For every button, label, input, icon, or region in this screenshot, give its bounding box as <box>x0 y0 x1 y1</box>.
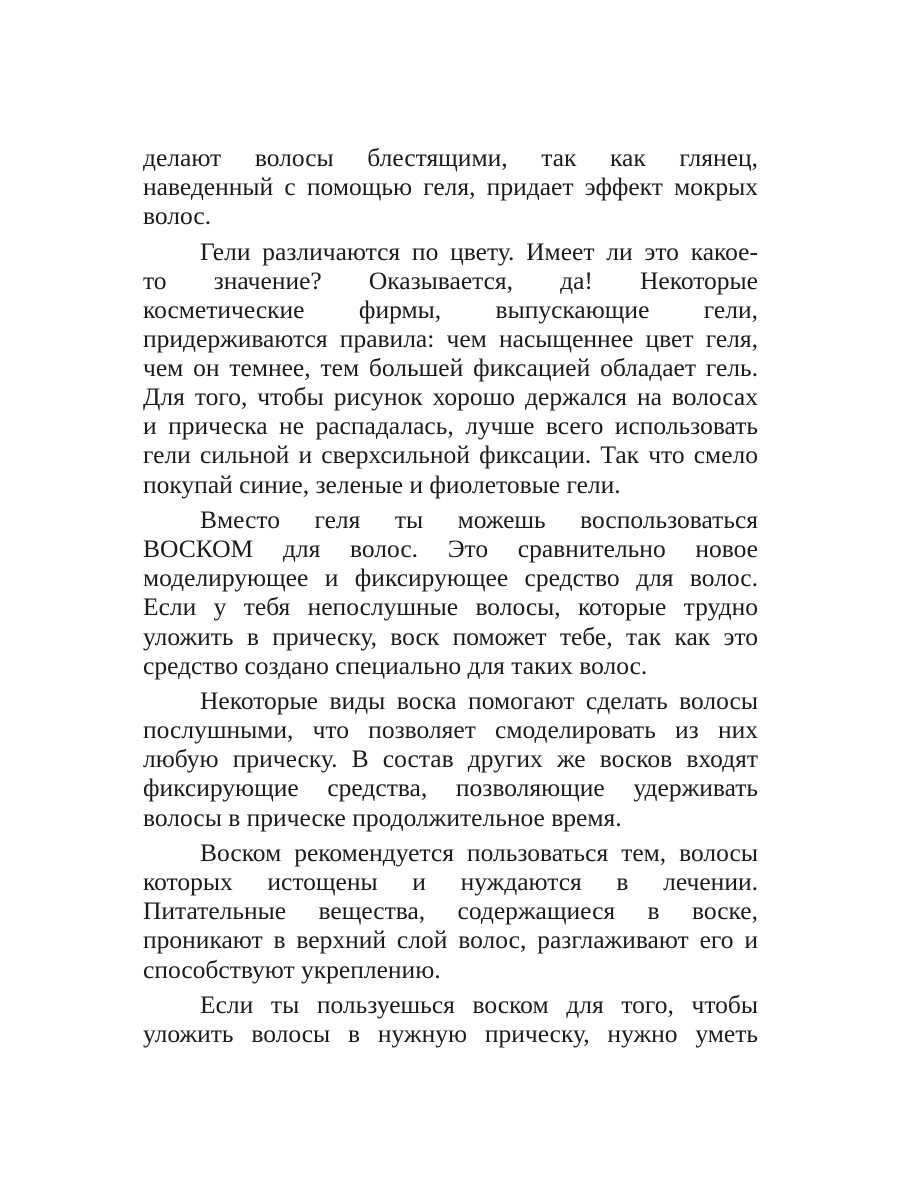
text-line: покупай синие, зеленые и фиолетовые гели. <box>143 469 621 499</box>
text-line: способствуют укреплению. <box>143 954 441 984</box>
text-line: придерживаются правила: чем насыщеннее цвет геля, <box>143 324 758 354</box>
text-line: уложить волосы в нужную прическу, нужно уметь <box>143 1019 758 1049</box>
text-line: наведенный с помощью геля, придает эффект мокрых <box>143 172 758 202</box>
text-line: волос. <box>143 201 212 231</box>
text-line: Некоторые виды воска помогают сделать волосы <box>200 686 758 716</box>
text-line: уложить в прическу, воск поможет тебе, так как это <box>143 621 758 651</box>
text-line: которых истощены и нуждаются в лечении. <box>143 867 758 897</box>
text-line: Воском рекомендуется пользоваться тем, волосы <box>200 838 758 868</box>
text-line: послушными, что позволяет смоделировать из них <box>143 715 758 745</box>
paragraph <box>143 838 758 983</box>
text-line: делают волосы блестящими, так как глянец, <box>143 143 758 172</box>
page-body-text <box>143 143 758 1048</box>
text-line: Если у тебя непослушные волосы, которые трудно <box>143 592 758 622</box>
text-line: Питательные вещества, содержащиеся в воске, <box>143 896 758 926</box>
text-line: Для того, чтобы рисунок хорошо держался на волосах <box>143 382 758 412</box>
paragraph <box>143 143 758 230</box>
paragraph <box>143 237 758 499</box>
paragraph <box>143 686 758 831</box>
text-line: ВОСКОМ для волос. Это сравнительно новое <box>143 534 758 564</box>
text-line: фиксирующие средства, позволяющие удерживать <box>143 773 758 803</box>
text-line: Если ты пользуешься воском для того, чтобы <box>200 990 758 1020</box>
text-line: моделирующее и фиксирующее средство для волос. <box>143 563 758 593</box>
text-line: средство создано специально для таких волос. <box>143 650 648 680</box>
text-line: волосы в прическе продолжительное время. <box>143 802 622 832</box>
text-line: Гели различаются по цвету. Имеет ли это какое- <box>200 236 758 266</box>
text-line: чем он темнее, тем большей фиксацией обладает гель. <box>143 353 758 383</box>
text-line: любую прическу. В состав других же восков входят <box>143 744 758 774</box>
text-line: проникают в верхний слой волос, разглаживают его и <box>143 925 758 955</box>
text-line: косметические фирмы, выпускающие гели, <box>143 294 758 324</box>
text-line: гели сильной и сверхсильной фиксации. Так что смело <box>143 440 758 470</box>
paragraph <box>143 505 758 680</box>
text-line: Вместо геля ты можешь воспользоваться <box>200 505 758 535</box>
paragraph <box>143 990 758 1048</box>
text-line: то значение? Оказывается, да! Некоторые <box>143 265 758 295</box>
text-line: и прическа не распадалась, лучше всего использовать <box>143 411 758 441</box>
